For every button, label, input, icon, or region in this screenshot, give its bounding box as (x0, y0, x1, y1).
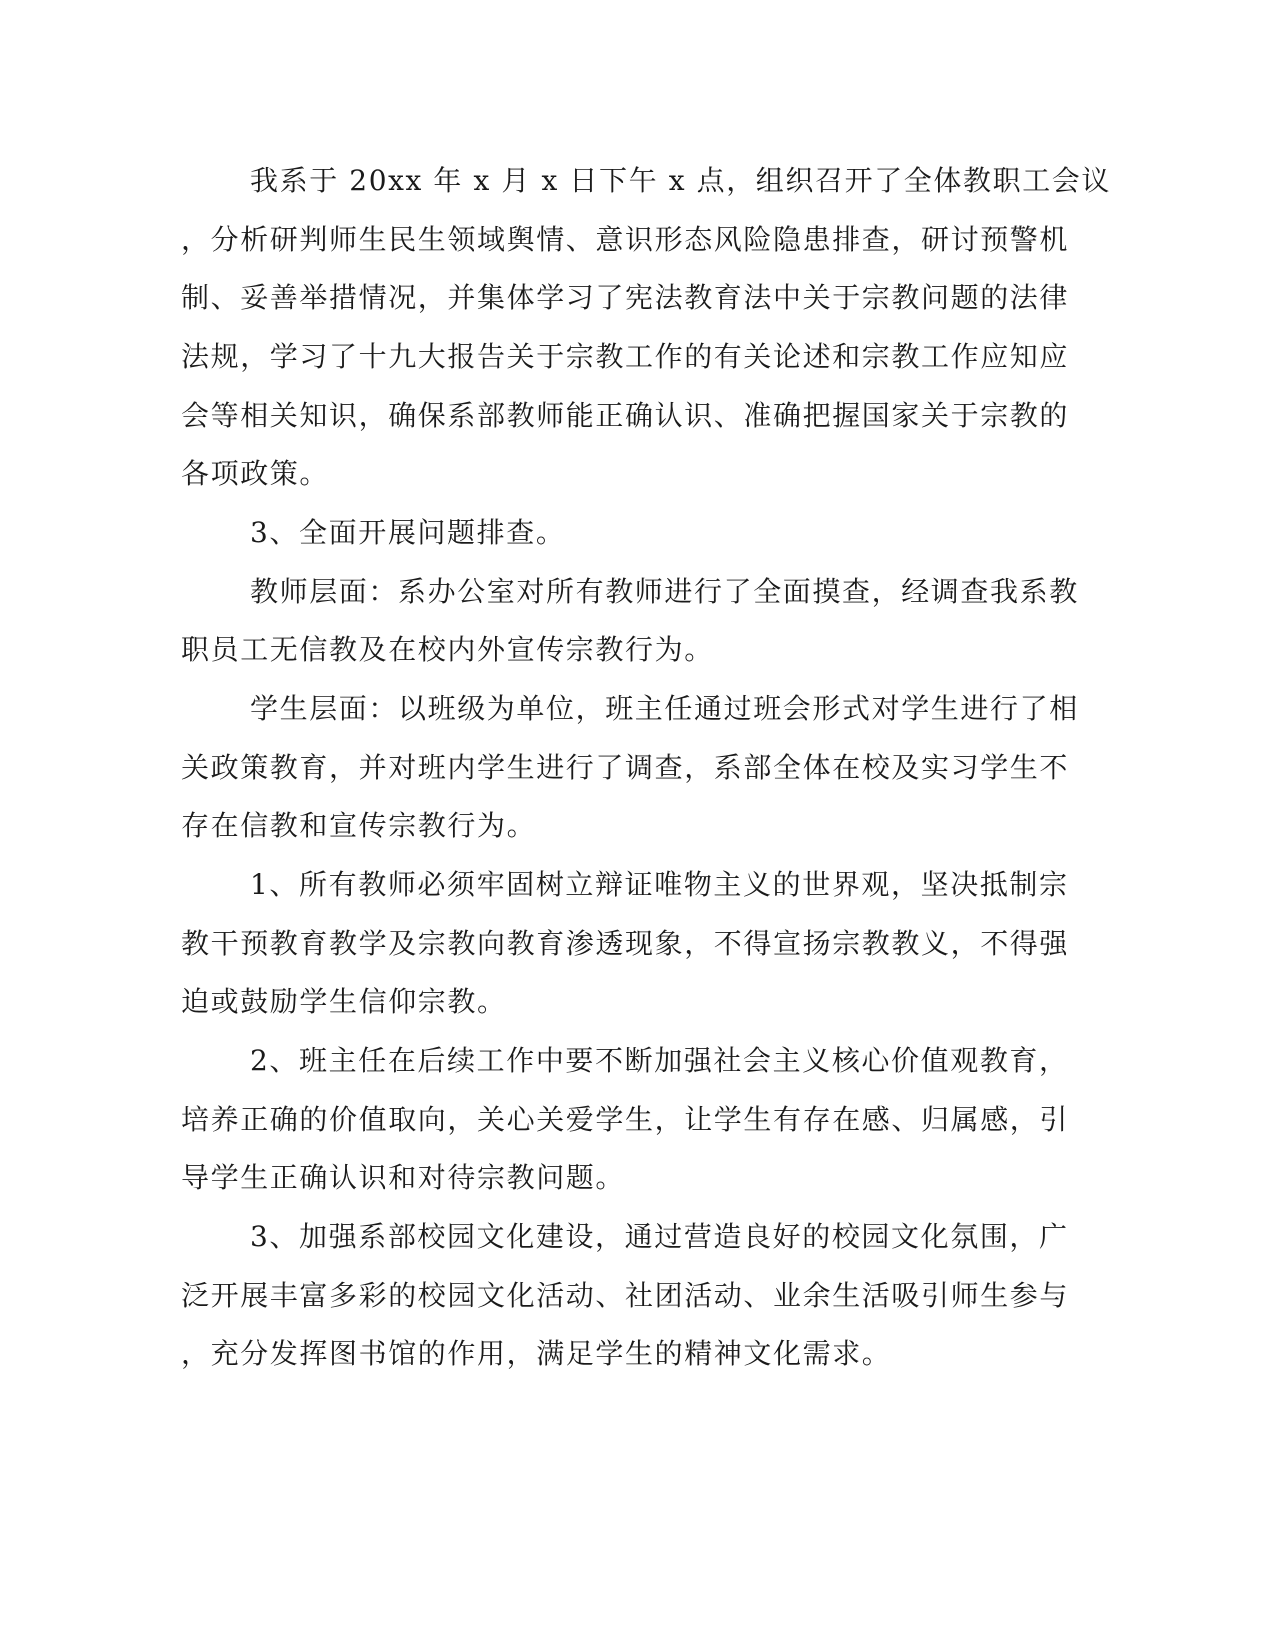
body-text-line: 泛开展丰富多彩的校园文化活动、社团活动、业余生活吸引师生参与 (181, 1279, 1070, 1312)
body-text-line: 3、全面开展问题排查。 (250, 516, 566, 549)
body-text-line: 培养正确的价值取向，关心关爱学生，让学生有存在感、归属感，引 (181, 1103, 1070, 1136)
body-text-line: 存在信教和宣传宗教行为。 (181, 809, 537, 842)
body-text-line: 制、妥善举措情况，并集体学习了宪法教育法中关于宗教问题的法律 (181, 281, 1070, 314)
body-text-line: 职员工无信教及在校内外宣传宗教行为。 (181, 633, 714, 666)
body-text-line: 各项政策。 (181, 457, 330, 490)
body-text-line: 导学生正确认识和对待宗教问题。 (181, 1161, 626, 1194)
body-text-line: ，充分发挥图书馆的作用，满足学生的精神文化需求。 (181, 1337, 892, 1370)
body-text-line: 3、加强系部校园文化建设，通过营造良好的校园文化氛围，广 (250, 1220, 1069, 1253)
body-text-line: 关政策教育，并对班内学生进行了调查，系部全体在校及实习学生不 (181, 751, 1070, 784)
body-text-line: 我系于 20xx 年 x 月 x 日下午 x 点，组织召开了全体教职工会议 (250, 164, 1111, 197)
body-text-line: 会等相关知识，确保系部教师能正确认识、准确把握国家关于宗教的 (181, 399, 1070, 432)
body-text-line: 1、所有教师必须牢固树立辩证唯物主义的世界观，坚决抵制宗 (250, 868, 1069, 901)
body-text-line: ，分析研判师生民生领域舆情、意识形态风险隐患排查，研讨预警机 (181, 223, 1070, 256)
body-text-line: 教干预教育教学及宗教向教育渗透现象，不得宣扬宗教教义，不得强 (181, 927, 1070, 960)
body-text-line: 法规，学习了十九大报告关于宗教工作的有关论述和宗教工作应知应 (181, 340, 1070, 373)
body-text-line: 迫或鼓励学生信仰宗教。 (181, 985, 507, 1018)
body-text-line: 教师层面：系办公室对所有教师进行了全面摸查，经调查我系教 (250, 575, 1079, 608)
body-text-line: 学生层面：以班级为单位，班主任通过班会形式对学生进行了相 (250, 692, 1079, 725)
body-text-line: 2、班主任在后续工作中要不断加强社会主义核心价值观教育， (250, 1044, 1069, 1077)
